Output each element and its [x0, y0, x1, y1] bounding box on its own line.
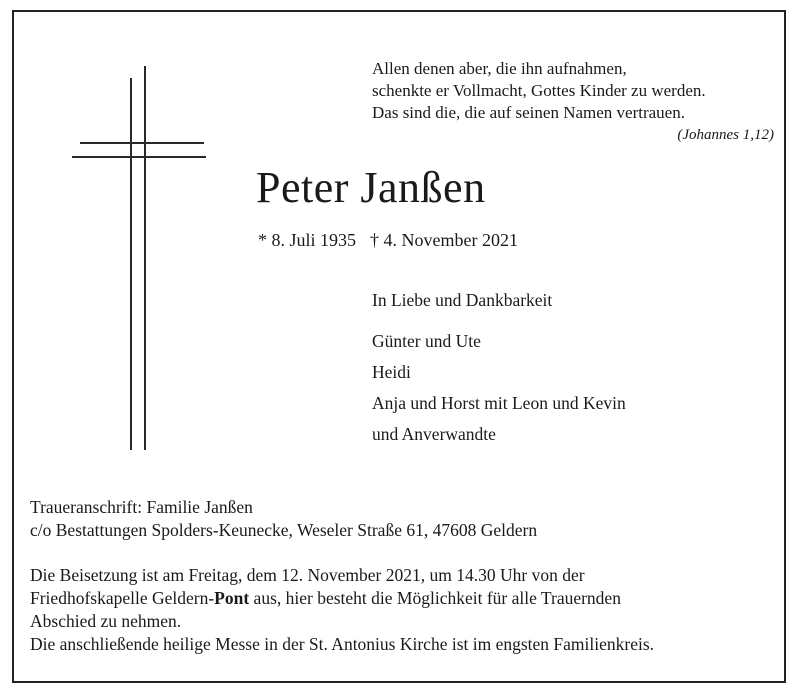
- notice-text: aus, hier besteht die Möglichkeit für alle Trauernden: [249, 588, 621, 608]
- verse-line: Das sind die, die auf seinen Namen vertrauen.: [372, 103, 685, 122]
- notice-text: Friedhofskapelle Geldern-: [30, 588, 215, 608]
- notice-bold-text: Pont: [214, 588, 250, 608]
- mourners-block: [372, 288, 626, 450]
- verse-line: Allen denen aber, die ihn aufnahmen,: [372, 59, 627, 78]
- deceased-name: Peter Janßen: [256, 163, 486, 212]
- cross-horizontal-line-bottom: [72, 156, 206, 158]
- cross-vertical-line-right: [144, 66, 146, 450]
- death-date: † 4. November 2021: [370, 230, 518, 250]
- birth-date: * 8. Juli 1935: [258, 230, 357, 250]
- cross-icon: [70, 66, 210, 450]
- bible-verse: [372, 58, 776, 146]
- notice-line: Die anschließende heilige Messe in der St. Antonius Kirche ist im engsten Familienkreis.: [30, 634, 655, 654]
- notice-line: Die Beisetzung ist am Freitag, dem 12. November 2021, um 14.30 Uhr von der: [30, 565, 585, 585]
- verse-line: schenkte er Vollmacht, Gottes Kinder zu werden.: [372, 81, 706, 100]
- notice-line: [30, 587, 654, 610]
- address-line: c/o Bestattungen Spolders-Keunecke, Weseler Straße 61, 47608 Geldern: [30, 520, 538, 540]
- mourner-name: Günter und Ute: [372, 331, 481, 351]
- mourner-name: und Anverwandte: [372, 424, 496, 444]
- verse-reference: (Johannes 1,12): [677, 127, 774, 143]
- cross-vertical-line-left: [130, 78, 132, 450]
- mourning-address: [30, 496, 537, 542]
- life-dates: [258, 228, 518, 252]
- cross-horizontal-line-top: [80, 142, 204, 144]
- mourner-name: Heidi: [372, 362, 411, 382]
- address-line: Traueranschrift: Familie Janßen: [30, 497, 253, 517]
- notice-line: Abschied zu nehmen.: [30, 611, 182, 631]
- mourner-name: Anja und Horst mit Leon und Kevin: [372, 393, 626, 413]
- mourners-intro: In Liebe und Dankbarkeit: [372, 290, 553, 310]
- funeral-notice: [30, 564, 654, 656]
